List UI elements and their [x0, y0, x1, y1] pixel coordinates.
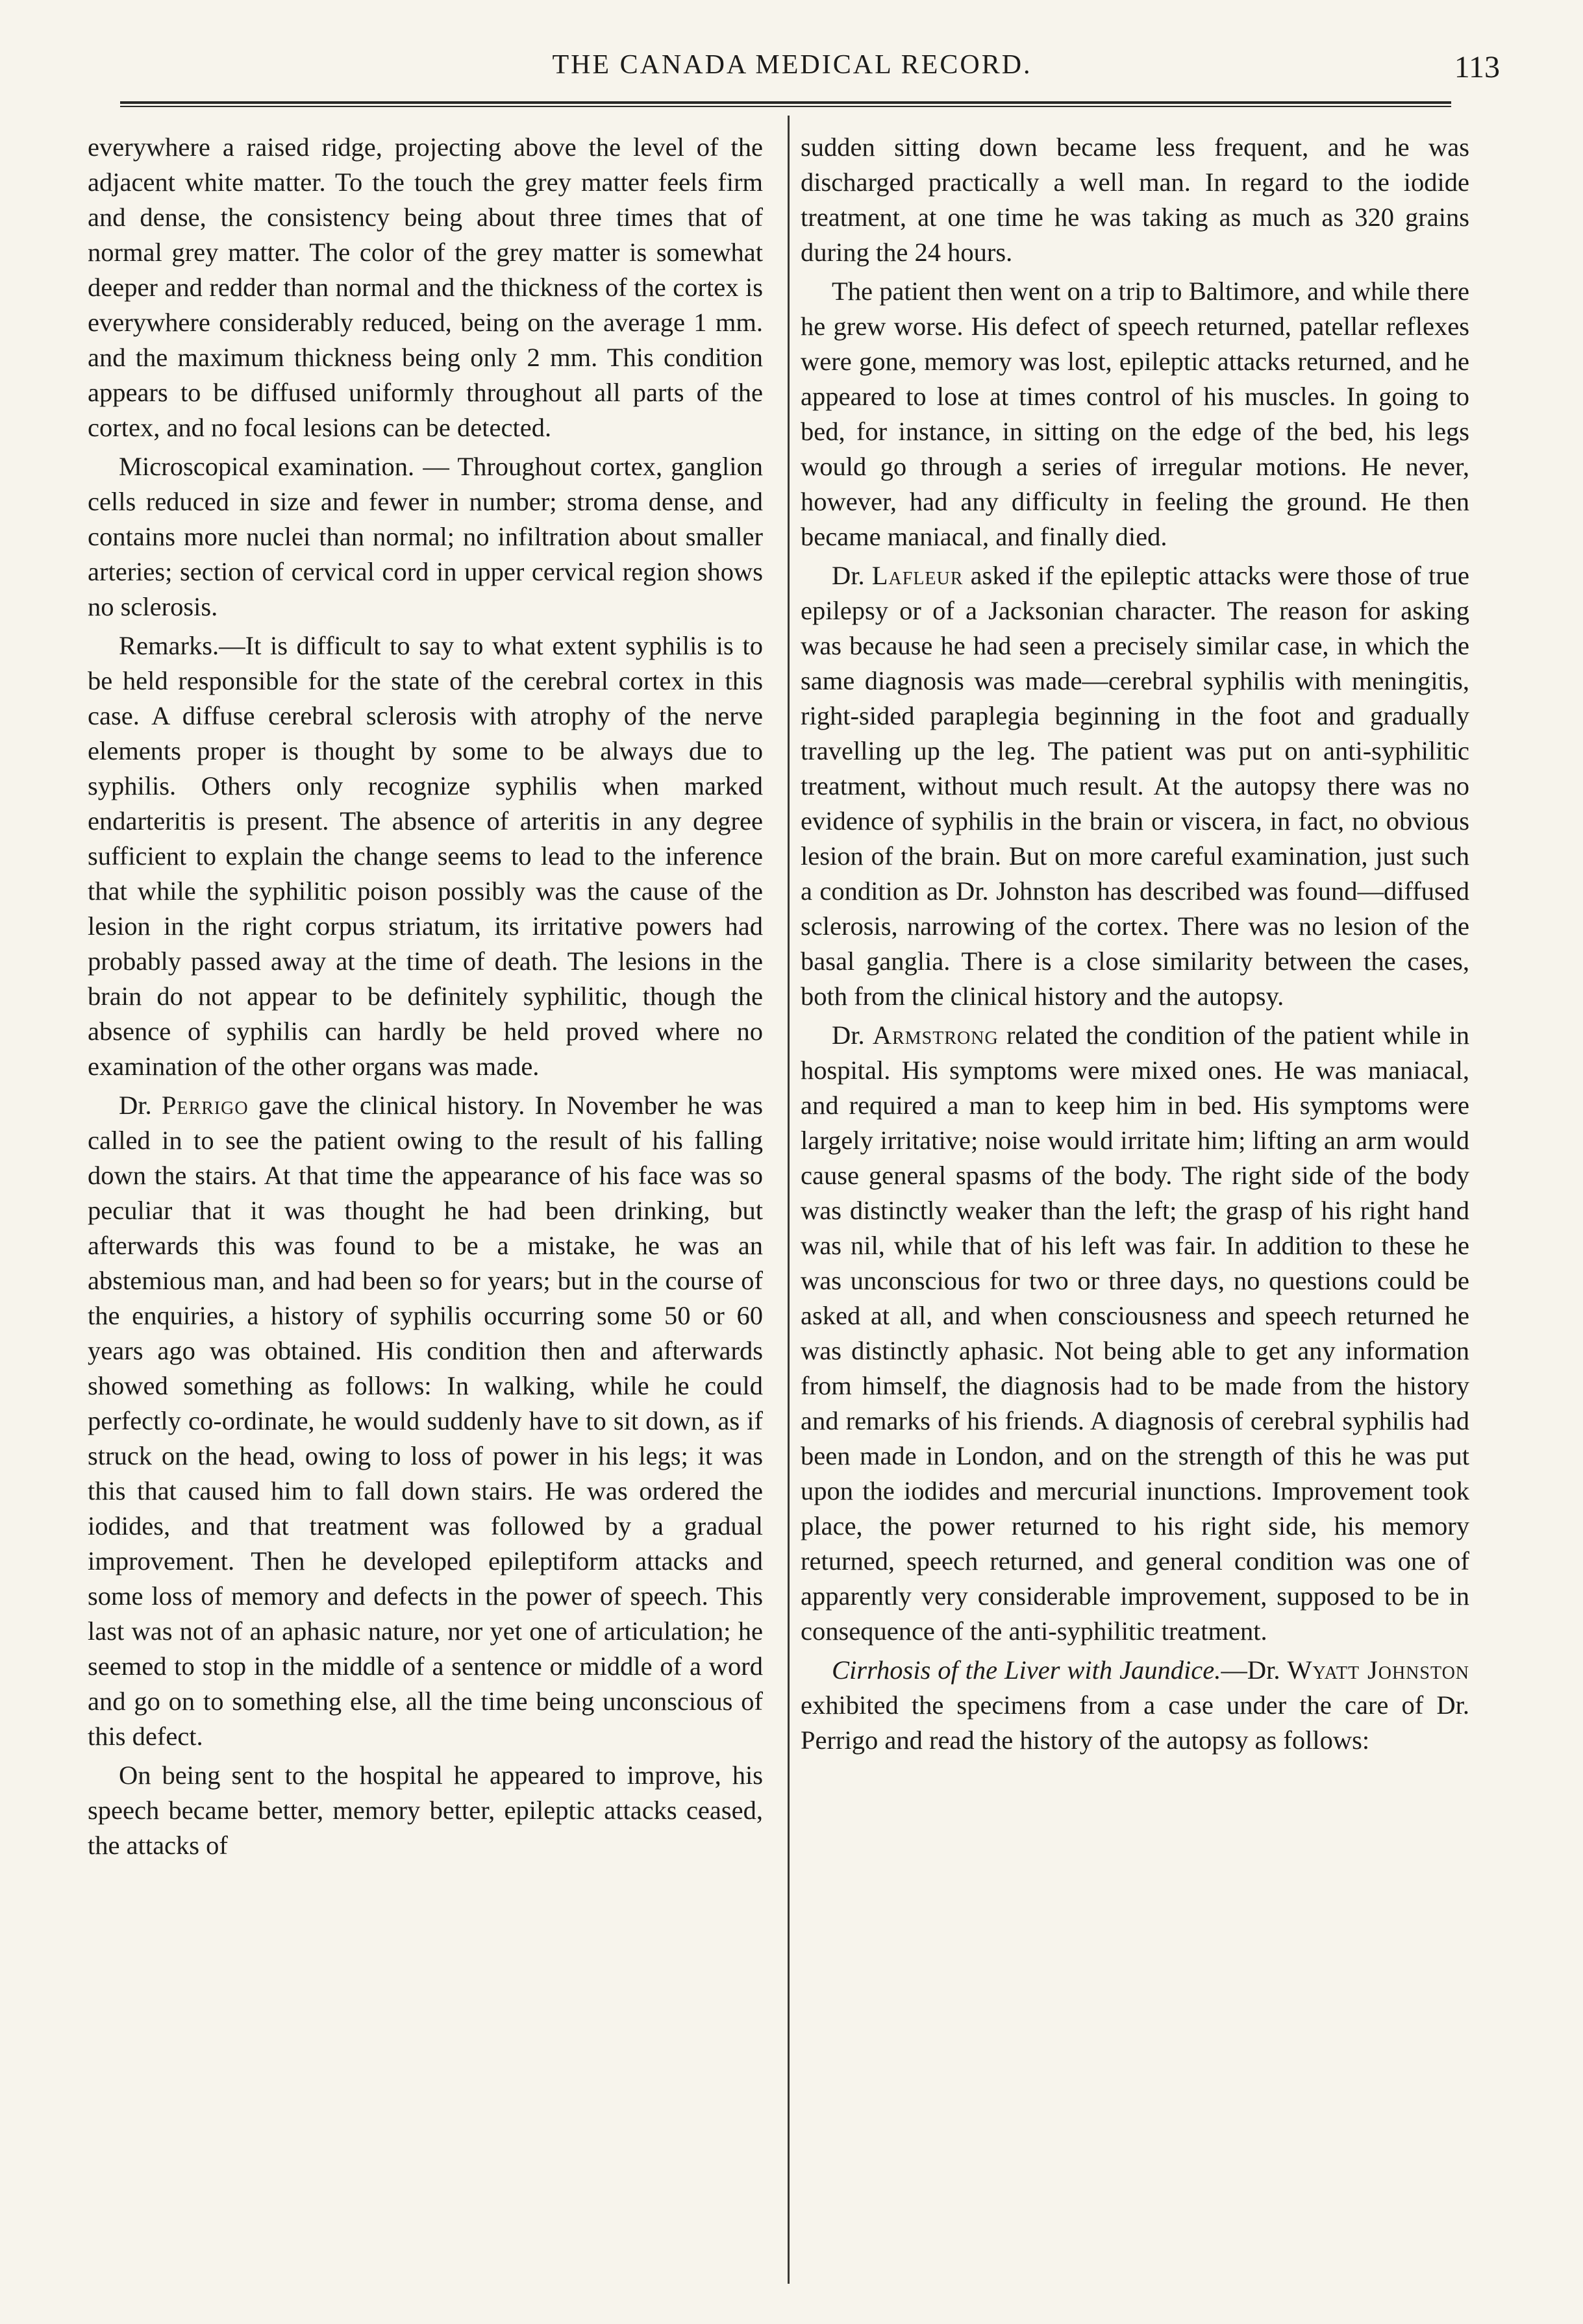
title-prefix: Dr. [119, 1091, 152, 1120]
paragraph [801, 1653, 1469, 1758]
journal-title: THE CANADA MEDICAL RECORD. [552, 50, 1032, 80]
paragraph-text: related the condition of the patient while in hospital. His symptoms were mixed ones. He was maniacal, and required a man to keep him in bed. His symptoms were largely irritative; noise would irritate him; lifting an arm would cause general spasms of the body. The right side of the body was distinctly weaker than the left; the grasp of his right hand was nil, while that of his left was fair. In addition to these he was unconscious for two or three days, no questions could be asked at all, and when consciousness and speech returned he was distinctly aphasic. Not being able to get any information from himself, the diagnosis had to be made from the history and remarks of his friends. A diagnosis of cerebral syphilis had been made in London, and on the strength of this he was put upon the iodides and mercurial inunctions. Improvement took place, the power returned to his right side, his memory returned, speech returned, and general condition was one of apparently very considerable improvement, supposed to be in consequence of the anti-syphilitic treatment. [801, 1020, 1470, 1646]
heading-dash: —Dr. [1221, 1655, 1280, 1685]
title-prefix: Dr. [832, 561, 865, 590]
title-prefix: Dr. [832, 1020, 865, 1050]
paragraph-text: asked if the epileptic attacks were those of true epilepsy or of a Jacksonian character. The reason for asking was because he had seen a precisely similar case, in which the same diagnosis was made—cerebral syphilis with meningitis, right-sided paraplegia beginning in the foot and gradually travelling up the leg. The patient was put on anti-syphilitic treatment, without much result. At the autopsy there was no evidence of syphilis in the brain or viscera, in fact, no obvious lesion of the brain. But on more careful examination, just such a condition as Dr. Johnston has described was found—diffused sclerosis, narrowing of the cortex. There was no lesion of the basal ganglia. There is a close similarity between the cases, both from the clinical history and the autopsy. [801, 561, 1470, 1011]
paragraph: Remarks.—It is difficult to say to what extent syphilis is to be held responsible for the state of the cerebral cortex in this case. A diffuse cerebral sclerosis with atrophy of the nerve elements proper is thought by some to be always due to syphilis. Others only recognize syphilis when marked endarteritis is present. The absence of arteritis in any degree sufficient to explain the change seems to lead to the inference that while the syphilitic poison possibly was the cause of the lesion in the right corpus striatum, its irritative powers had probably passed away at the time of death. The lesions in the brain do not appear to be definitely syphilitic, though the absence of syphilis can hardly be held proved where no examination of the other organs was made. [88, 631, 763, 1081]
page-header [84, 49, 1500, 95]
paragraph [801, 1018, 1469, 1649]
speaker-name: Armstrong [872, 1020, 999, 1050]
paragraph: On being sent to the hospital he appeared to improve, his speech became better, memory better, epileptic attacks ceased, the attacks of [88, 1761, 763, 1860]
speaker-name: Perrigo [161, 1091, 249, 1120]
paragraph-text: gave the clinical history. In November he was called in to see the patient owing to the result of his falling down the stairs. At that time the appearance of his face was so peculiar that it was thought he had been drinking, but afterwards this was found to be a mistake, he was an abstemious man, and had been so for years; but in the course of the enquiries, a history of syphilis occurring some 50 or 60 years ago was obtained. His condition then and afterwards showed something as follows: In walking, while he could perfectly co-ordinate, he would suddenly have to sit down, as if struck on the head, owing to loss of power in his legs; it was this that caused him to fall down stairs. He was ordered the iodides, and that treatment was followed by a gradual improvement. Then he developed epileptiform attacks and some loss of memory and defects in the power of speech. This last was not of an aphasic nature, nor yet one of articulation; he seemed to stop in the middle of a sentence or middle of a word and go on to something else, all the time being unconscious of this defect. [88, 1091, 764, 1751]
left-column [88, 130, 763, 1867]
speaker-name: Lafleur [871, 561, 964, 590]
paragraph [801, 558, 1469, 1014]
paragraph: Microscopical examination. — Throughout cortex, ganglion cells reduced in size and fewer in number; stroma dense, and contains more nuclei than normal; no infiltration about smaller arteries; section of cervical cord in upper cervical region shows no sclerosis. [88, 452, 763, 621]
header-rule [120, 101, 1451, 107]
page-number: 113 [1454, 50, 1500, 84]
paragraph-text: exhibited the specimens from a case under the care of Dr. Perrigo and read the history of the autopsy as follows: [801, 1690, 1469, 1755]
paragraph: everywhere a raised ridge, projecting above the level of the adjacent white matter. To the touch the grey matter feels firm and dense, the consistency being about three times that of normal grey matter. The color of the grey matter is somewhat deeper and redder than normal and the thickness of the cortex is everywhere considerably reduced, being on the average 1 mm. and the maximum thickness being only 2 mm. This condition appears to be diffused uniformly throughout all parts of the cortex, and no focal lesions can be detected. [88, 132, 763, 442]
column-divider [788, 116, 790, 2284]
paragraph: sudden sitting down became less frequent, and he was discharged practically a well man. In regard to the iodide treatment, at one time he was taking as much as 320 grains during the 24 hours. [801, 132, 1469, 267]
section-heading: Cirrhosis of the Liver with Jaundice. [832, 1655, 1221, 1685]
paragraph [88, 1088, 763, 1754]
paragraph: The patient then went on a trip to Baltimore, and while there he grew worse. His defect of speech returned, patellar reflexes were gone, memory was lost, epileptic attacks returned, and he appeared to lose at times control of his muscles. In going to bed, for instance, in sitting on the edge of the bed, his legs would go through a series of irregular motions. He never, however, had any difficulty in feeling the ground. He then became maniacal, and finally died. [801, 277, 1469, 551]
right-column [801, 130, 1469, 1762]
speaker-name: Wyatt Johnston [1287, 1655, 1470, 1685]
